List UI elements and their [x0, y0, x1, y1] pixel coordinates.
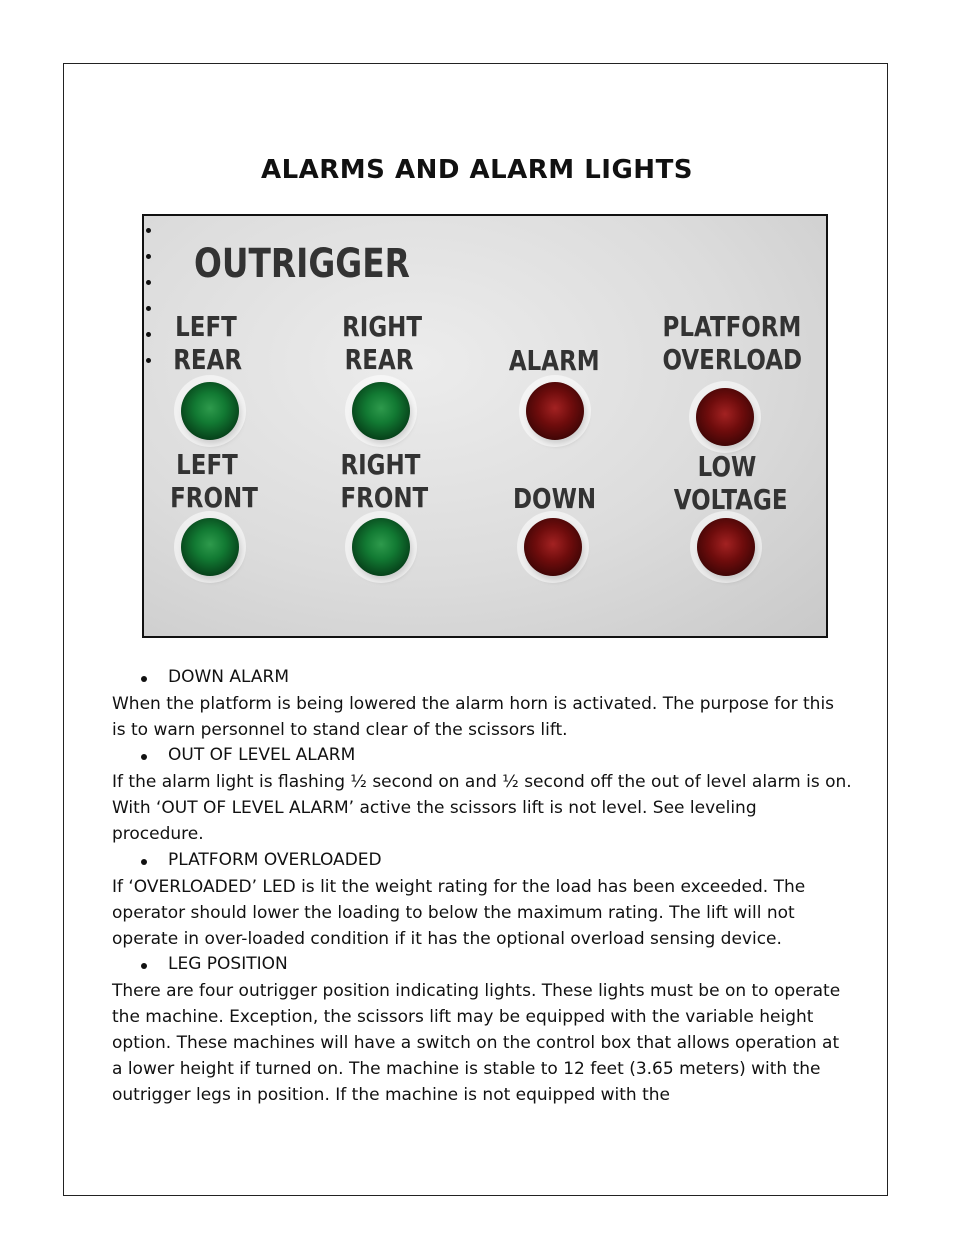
para-platform-overloaded: If ‘OVERLOADED’ LED is lit the weight rating for the load has been exceeded. The operator should lower the loading to below the maximum rating. The lift will not operate in over-loaded condition if it has the optional overload sensing device.	[112, 877, 806, 949]
left-rear-lamp	[181, 382, 239, 440]
label-right-front: RIGHT FRONT	[340, 448, 429, 514]
label-left-front: LEFT FRONT	[170, 448, 258, 514]
label-right-rear: RIGHT REAR	[342, 310, 423, 376]
left-front-lamp	[181, 518, 239, 576]
bullet-out-of-level-alarm: OUT OF LEVEL ALARM	[168, 745, 356, 765]
alarm-lamp	[526, 382, 584, 440]
label-left-rear: LEFT REAR	[173, 310, 243, 376]
label-alarm: ALARM	[508, 344, 600, 377]
label-platform-overload: PLATFORM OVERLOAD	[662, 310, 803, 376]
bullet-leg-position: LEG POSITION	[168, 954, 288, 974]
page-title: ALARMS AND ALARM LIGHTS	[260, 155, 694, 185]
outrigger-panel-photo	[142, 214, 828, 638]
para-down-alarm: When the platform is being lowered the alarm horn is activated. The purpose for this is to warn personnel to stand clear of the scissors lift.	[112, 694, 835, 740]
panel-heading: OUTRIGGER	[194, 241, 410, 287]
right-front-lamp	[352, 518, 410, 576]
bullet-platform-overloaded: PLATFORM OVERLOADED	[168, 850, 382, 870]
label-down: DOWN	[513, 482, 597, 515]
platform-overload-lamp	[696, 388, 754, 446]
bullet-down-alarm: DOWN ALARM	[168, 667, 290, 687]
para-leg-position: There are four outrigger position indicating lights. These lights must be on to operate the machine. Exception, the scissors lift may be equipped with the variable height option. These machines will have a switch on the control box that allows operation at a lower height if turned on. The machine is stable to 12 feet (3.65 meters) with the outrigger legs in position. If the machine is not equipped with the	[112, 981, 841, 1105]
stray-bullets	[146, 228, 151, 384]
label-low-voltage: LOW VOLTAGE	[673, 450, 788, 516]
right-rear-lamp	[352, 382, 410, 440]
para-out-of-level-alarm: If the alarm light is flashing ½ second on and ½ second off the out of level alarm is on. With ‘OUT OF LEVEL ALARM’ active the scissors lift is not level. See leveling procedure.	[112, 772, 852, 844]
low-voltage-lamp	[697, 518, 755, 576]
down-lamp	[524, 518, 582, 576]
